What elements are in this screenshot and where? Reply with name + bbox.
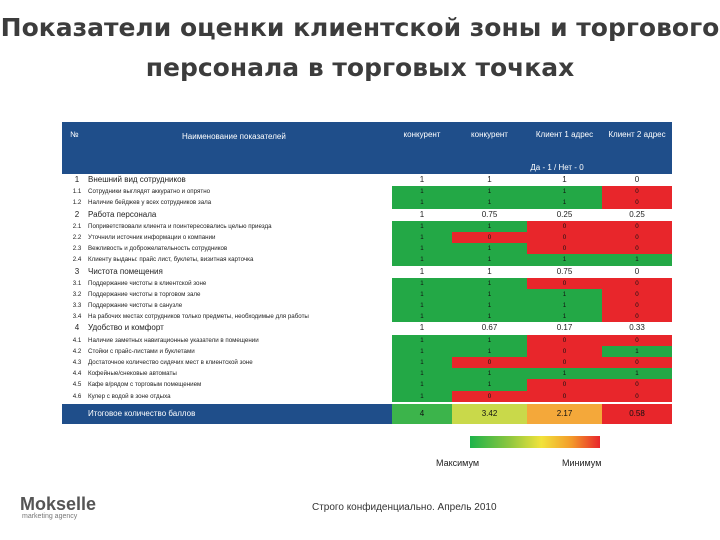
legend-min-label: Минимум <box>562 458 602 468</box>
row-value-col-4: 0 <box>602 335 672 346</box>
row-value-col-2: 0 <box>452 357 527 368</box>
row-value-col-2: 1 <box>452 289 527 300</box>
table-row <box>62 278 672 289</box>
row-indicator-name: Поддержание чистоты в клиентской зоне <box>88 279 207 287</box>
total-col-3: 2.17 <box>527 404 602 424</box>
yes-no-legend: Да - 1 / Нет - 0 <box>530 163 584 172</box>
row-value-col-2: 0.67 <box>452 322 527 334</box>
row-number: 3.3 <box>72 302 82 310</box>
row-value-col-4: 0 <box>602 289 672 300</box>
row-value-col-3: 0.25 <box>527 209 602 221</box>
row-value-col-3: 1 <box>527 254 602 265</box>
row-indicator-name: Вежливость и доброжелательность сотрудников <box>88 245 228 253</box>
row-value-col-2: 1 <box>452 243 527 254</box>
row-number: 3.1 <box>72 279 82 287</box>
row-value-col-1: 1 <box>392 209 452 221</box>
category-row <box>62 174 672 186</box>
row-value-col-3: 0.75 <box>527 266 602 278</box>
header-name: Наименование показателей <box>182 132 286 141</box>
row-value-col-1: 1 <box>392 186 452 197</box>
row-value-col-4: 0 <box>602 300 672 311</box>
row-value-col-2: 1 <box>452 221 527 232</box>
row-indicator-name: Достаточное количество сидячих мест в клиентской зоне <box>88 359 253 366</box>
row-value-col-2: 1 <box>452 266 527 278</box>
footer-note: Строго конфиденциально. Апрель 2010 <box>312 502 497 513</box>
total-row <box>62 404 672 424</box>
row-value-col-3: 1 <box>527 186 602 197</box>
row-value-col-1: 1 <box>392 379 452 390</box>
total-col-2: 3.42 <box>452 404 527 424</box>
table-body <box>62 174 672 402</box>
row-number: 4 <box>74 323 80 333</box>
header-col-3: Клиент 1 адрес <box>535 130 594 139</box>
row-value-col-2: 1 <box>452 368 527 379</box>
total-col-4: 0.58 <box>602 404 672 424</box>
row-indicator-name: Стойки с прайс-листами и буклетами <box>88 347 195 355</box>
color-scale-legend <box>470 436 600 448</box>
row-value-col-1: 1 <box>392 311 452 322</box>
row-value-col-1: 1 <box>392 278 452 289</box>
row-indicator-name: Сотрудники выглядят аккуратно и опрятно <box>88 188 211 196</box>
evaluation-table <box>62 122 672 424</box>
table-row <box>62 232 672 243</box>
row-value-col-4: 0 <box>602 197 672 208</box>
row-value-col-4: 0 <box>602 186 672 197</box>
row-value-col-4: 1 <box>602 254 672 265</box>
row-indicator-name: Клиенту выданы: прайс лист, буклеты, визитная карточка <box>88 256 254 264</box>
header-num: № <box>70 130 79 139</box>
row-number: 4.5 <box>72 381 82 389</box>
row-value-col-2: 0 <box>452 391 527 402</box>
table-row <box>62 197 672 208</box>
table-row <box>62 300 672 311</box>
row-indicator-name: Наличие заметных навигационные указатели в помещении <box>88 336 259 344</box>
row-value-col-3: 0 <box>527 357 602 368</box>
row-value-col-2: 1 <box>452 379 527 390</box>
row-number: 1.1 <box>72 188 82 196</box>
row-indicator-name: На рабочих местах сотрудников только предметы, необходимые для работы <box>88 313 309 321</box>
row-value-col-1: 1 <box>392 391 452 402</box>
table-row <box>62 186 672 197</box>
header-col-2: конкурент <box>471 130 508 139</box>
row-number: 4.2 <box>72 347 82 355</box>
table-header <box>62 122 672 162</box>
row-value-col-1: 1 <box>392 243 452 254</box>
row-value-col-2: 1 <box>452 197 527 208</box>
row-value-col-1: 1 <box>392 357 452 368</box>
row-number: 2 <box>74 209 80 219</box>
row-value-col-3: 0 <box>527 221 602 232</box>
row-number: 4.3 <box>72 359 82 366</box>
row-indicator-name: Чистота помещения <box>88 266 163 276</box>
row-indicator-name: Работа персонала <box>88 209 157 219</box>
row-value-col-4: 0 <box>602 266 672 278</box>
row-value-col-2: 1 <box>452 311 527 322</box>
table-row <box>62 289 672 300</box>
row-value-col-4: 1 <box>602 368 672 379</box>
header-col-4: Клиент 2 адрес <box>608 130 666 139</box>
row-number: 2.2 <box>72 233 82 241</box>
row-value-col-2: 1 <box>452 300 527 311</box>
row-value-col-4: 0 <box>602 221 672 232</box>
row-value-col-3: 0 <box>527 379 602 390</box>
row-value-col-2: 0 <box>452 232 527 243</box>
row-value-col-1: 1 <box>392 289 452 300</box>
row-value-col-2: 1 <box>452 278 527 289</box>
row-indicator-name: Поддержание чистоты в санузле <box>88 302 183 310</box>
row-value-col-1: 1 <box>392 197 452 208</box>
row-value-col-3: 1 <box>527 197 602 208</box>
row-value-col-4: 0 <box>602 243 672 254</box>
table-row <box>62 346 672 357</box>
total-col-1: 4 <box>392 404 452 424</box>
row-indicator-name: Кафе в/рядом с торговым помещением <box>88 381 202 389</box>
row-value-col-3: 1 <box>527 311 602 322</box>
row-value-col-1: 1 <box>392 254 452 265</box>
row-value-col-3: 0 <box>527 232 602 243</box>
row-value-col-4: 0 <box>602 278 672 289</box>
row-number: 3.2 <box>72 290 82 298</box>
category-row <box>62 322 672 334</box>
legend-max-label: Максимум <box>436 458 480 468</box>
row-value-col-4: 0 <box>602 232 672 243</box>
table-row <box>62 243 672 254</box>
row-number: 4.6 <box>72 392 82 400</box>
row-value-col-1: 1 <box>392 322 452 334</box>
row-value-col-3: 0 <box>527 346 602 357</box>
row-value-col-1: 1 <box>392 346 452 357</box>
row-number: 1.2 <box>72 199 82 207</box>
row-number: 2.3 <box>72 245 82 253</box>
table-row <box>62 221 672 232</box>
row-indicator-name: Наличие бейджев у всех сотрудников зала <box>88 199 212 207</box>
row-value-col-2: 1 <box>452 335 527 346</box>
row-value-col-2: 1 <box>452 346 527 357</box>
row-value-col-3: 1 <box>527 174 602 186</box>
table-row <box>62 311 672 322</box>
row-value-col-3: 0 <box>527 243 602 254</box>
row-indicator-name: Поприветствовали клиента и поинтересовались целью приезда <box>88 222 272 230</box>
row-number: 2.1 <box>72 222 82 230</box>
row-value-col-2: 1 <box>452 254 527 265</box>
row-value-col-4: 0 <box>602 174 672 186</box>
row-number: 2.4 <box>72 256 82 264</box>
row-value-col-3: 0 <box>527 391 602 402</box>
row-value-col-2: 1 <box>452 186 527 197</box>
row-value-col-4: 0 <box>602 311 672 322</box>
company-logo: Mokselle <box>20 494 97 514</box>
row-indicator-name: Кулер с водой в зоне отдыха <box>88 392 171 400</box>
table-row <box>62 254 672 265</box>
row-value-col-3: 0 <box>527 278 602 289</box>
row-value-col-3: 0.17 <box>527 322 602 334</box>
row-value-col-1: 1 <box>392 300 452 311</box>
header-col-1: конкурент <box>403 130 441 139</box>
row-value-col-1: 1 <box>392 266 452 278</box>
row-value-col-3: 1 <box>527 300 602 311</box>
row-value-col-4: 0.25 <box>602 209 672 221</box>
row-value-col-1: 1 <box>392 232 452 243</box>
row-value-col-4: 0 <box>602 379 672 390</box>
row-value-col-1: 1 <box>392 221 452 232</box>
row-value-col-1: 1 <box>392 174 452 186</box>
row-number: 3 <box>74 266 80 276</box>
row-value-col-2: 0.75 <box>452 209 527 221</box>
row-number: 3.4 <box>72 313 82 321</box>
row-indicator-name: Внешний вид сотрудников <box>88 175 186 184</box>
row-value-col-3: 1 <box>527 289 602 300</box>
table-row <box>62 391 672 402</box>
row-value-col-3: 1 <box>527 368 602 379</box>
row-value-col-1: 1 <box>392 368 452 379</box>
row-indicator-name: Удобство и комфорт <box>88 323 164 333</box>
row-value-col-4: 1 <box>602 346 672 357</box>
total-label: Итоговое количество баллов <box>88 408 196 418</box>
row-value-col-3: 0 <box>527 335 602 346</box>
table-row <box>62 379 672 390</box>
row-indicator-name: Поддержание чистоты в торговом зале <box>88 290 201 298</box>
category-row <box>62 266 672 278</box>
row-value-col-1: 1 <box>392 335 452 346</box>
row-number: 4.1 <box>72 336 82 344</box>
row-value-col-4: 0 <box>602 357 672 368</box>
table-subheader <box>62 162 672 174</box>
row-value-col-4: 0.33 <box>602 322 672 334</box>
table-row <box>62 368 672 379</box>
table-row <box>62 335 672 346</box>
row-indicator-name: Уточнили источник информации о компании <box>88 233 216 241</box>
row-indicator-name: Кофейные/снековые автоматы <box>88 370 177 378</box>
table-row <box>62 357 672 368</box>
row-number: 1 <box>74 175 80 184</box>
row-value-col-4: 0 <box>602 391 672 402</box>
category-row <box>62 209 672 221</box>
row-value-col-2: 1 <box>452 174 527 186</box>
row-number: 4.4 <box>72 370 82 378</box>
slide-title: Показатели оценки клиентской зоны и торгового персонала в торговых точках <box>0 13 720 82</box>
company-logo-tagline: marketing agency <box>22 513 78 520</box>
